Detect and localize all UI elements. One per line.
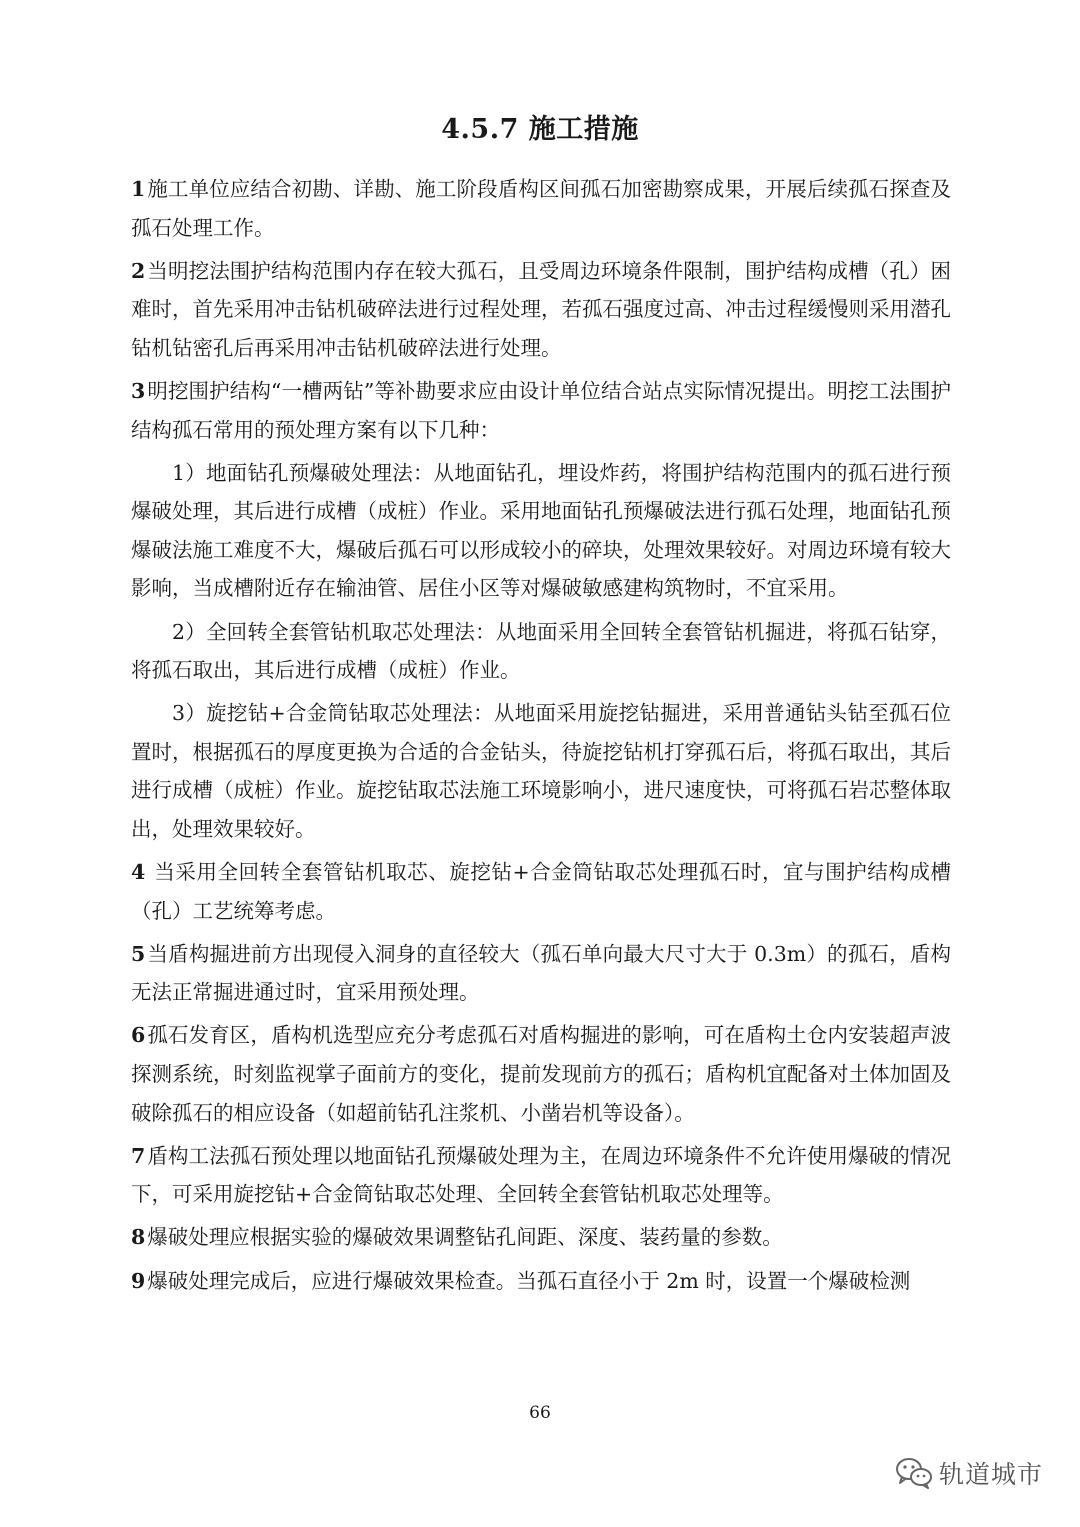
sub-item-1 <box>131 454 951 608</box>
paragraph-text: 3）旋挖钻+合金筒钻取芯处理法：从地面采用旋挖钻掘进，采用普通钻头钻至孤石位置时，根据孤石的厚度更换为合适的合金钻头，待旋挖钻机打穿孤石后，将孤石取出，其后进行成槽（成桩）作业。旋挖钻取芯法施工环境影响小，进尺速度快，可将孤石岩芯整体取出，处理效果较好。 <box>131 701 951 841</box>
paragraph-text: 爆破处理完成后，应进行爆破效果检查。当孤石直径小于 2m 时，设置一个爆破检测 <box>147 1268 911 1293</box>
paragraph-text: 施工单位应结合初勘、详勘、施工阶段盾构区间孤石加密勘察成果，开展后续孤石探查及孤石处理工作。 <box>131 177 951 240</box>
paragraph-6 <box>131 1016 951 1132</box>
watermark-text: 轨道城市 <box>939 1460 1044 1489</box>
paragraph-text: 1）地面钻孔预爆破处理法：从地面钻孔，埋设炸药，将围护结构范围内的孤石进行预爆破处理，其后进行成槽（成桩）作业。采用地面钻孔预爆破法进行孤石处理，地面钻孔预爆破法施工难度不大，爆破后孤石可以形成较小的碎块，处理效果较好。对周边环境有较大影响，当成槽附近存在输油管、居住小区等对爆破敏感建构筑物时，不宜采用。 <box>131 460 951 601</box>
paragraph-text: 爆破处理应根据实验的爆破效果调整钻孔间距、深度、装药量的参数。 <box>147 1225 783 1250</box>
paragraph-text: 当盾构掘进前方出现侵入洞身的直径较大（孤石单向最大尺寸大于 0.3m）的孤石，盾构无法正常掘进通过时，宜采用预处理。 <box>131 941 951 1005</box>
paragraph-9 <box>131 1262 951 1301</box>
paragraph-number: 2 <box>131 258 146 283</box>
paragraph-text: 2）全回转全套管钻机取芯处理法：从地面采用全回转全套管钻机掘进，将孤石钻穿，将孤石取出，其后进行成槽（成桩）作业。 <box>131 619 951 683</box>
body-text <box>131 170 951 1305</box>
sub-item-3 <box>131 694 951 848</box>
paragraph-text: 当采用全回转全套管钻机取芯、旋挖钻+合金筒钻取芯处理孤石时，宜与围护结构成槽（孔）工艺统筹考虑。 <box>131 860 951 923</box>
paragraph-8 <box>131 1218 951 1257</box>
page-number: 66 <box>529 1403 551 1423</box>
paragraph-number: 5 <box>131 941 146 966</box>
paragraph-4 <box>131 853 951 930</box>
paragraph-1 <box>131 170 951 247</box>
paragraph-number: 4 <box>131 860 146 885</box>
paragraph-text: 孤石发育区，盾构机选型应充分考虑孤石对盾构掘进的影响，可在盾构土仓内安装超声波探测系统，时刻监视掌子面前方的变化，提前发现前方的孤石；盾构机宜配备对土体加固及破除孤石的相应设备（如超前钻孔注浆机、小凿岩机等设备）。 <box>131 1023 951 1125</box>
watermark <box>895 1453 1043 1493</box>
paragraph-7 <box>131 1137 951 1214</box>
paragraph-number: 3 <box>131 378 146 403</box>
paragraph-number: 8 <box>131 1225 146 1250</box>
paragraph-3 <box>131 372 951 449</box>
paragraph-number: 1 <box>131 177 146 201</box>
paragraph-number: 7 <box>131 1143 146 1168</box>
wechat-icon <box>895 1457 933 1489</box>
section-title: 4.5.7 施工措施 <box>441 114 639 145</box>
paragraph-number: 9 <box>131 1268 146 1293</box>
paragraph-5 <box>131 935 951 1012</box>
paragraph-text: 明挖围护结构“一槽两钻”等补勘要求应由设计单位结合站点实际情况提出。明挖工法围护结构孤石常用的预处理方案有以下几种： <box>131 378 951 442</box>
sub-item-2 <box>131 613 951 690</box>
paragraph-text: 当明挖法围护结构范围内存在较大孤石，且受周边环境条件限制，围护结构成槽（孔）困难时，首先采用冲击钻机破碎法进行过程处理，若孤石强度过高、冲击过程缓慢则采用潜孔钻机钻密孔后再采用冲击钻机破碎法进行处理。 <box>131 258 951 360</box>
paragraph-number: 6 <box>131 1023 146 1048</box>
paragraph-text: 盾构工法孤石预处理以地面钻孔预爆破处理为主，在周边环境条件不允许使用爆破的情况下，可采用旋挖钻+合金筒钻取芯处理、全回转全套管钻机取芯处理等。 <box>131 1143 951 1207</box>
paragraph-2 <box>131 252 951 368</box>
